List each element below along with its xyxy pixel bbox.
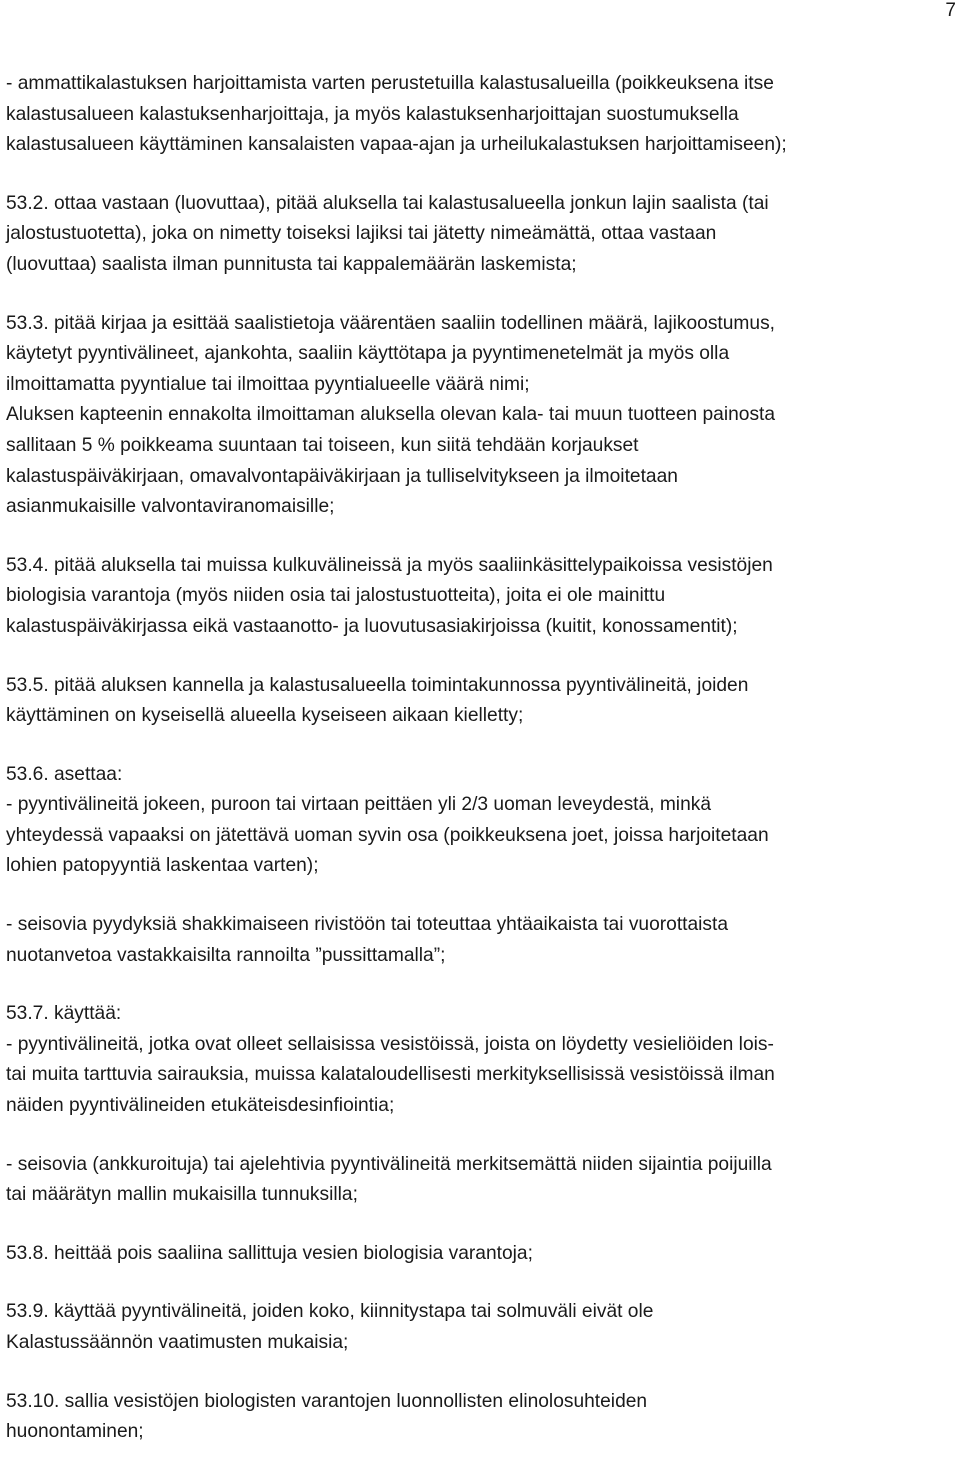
- text-line: tai muita tarttuvia sairauksia, muissa kalataloudellisesti merkityksellisissä vesistöissä ilman: [6, 1064, 775, 1086]
- text-line: sallitaan 5 % poikkeama suuntaan tai toiseen, kun siitä tehdään korjaukset: [6, 434, 639, 456]
- text-line: Aluksen kapteenin ennakolta ilmoittaman aluksella olevan kala- tai muun tuotteen painosta: [6, 404, 776, 426]
- text-line: 53.9. käyttää pyyntivälineitä, joiden koko, kiinnitystapa tai solmuväli eivät ole: [6, 1301, 654, 1323]
- text-line: jalostustuotetta), joka on nimetty toiseksi lajiksi tai jätetty nimeämättä, ottaa vastaan: [6, 223, 717, 245]
- text-line: asianmukaisille valvontaviranomaisille;: [6, 496, 335, 518]
- text-line: 53.2. ottaa vastaan (luovuttaa), pitää aluksella tai kalastusalueella jonkun lajin saalista (tai: [6, 192, 769, 214]
- text-line: - pyyntivälineitä jokeen, puroon tai virtaan peittäen yli 2/3 uoman leveydestä, minkä: [6, 794, 712, 816]
- text-line: 53.5. pitää aluksen kannella ja kalastusalueella toimintakunnossa pyyntivälineitä, joiden: [6, 674, 749, 696]
- text-line: 53.7. käyttää:: [6, 1003, 122, 1025]
- text-line: 53.10. sallia vesistöjen biologisten varantojen luonnollisten elinolosuhteiden: [6, 1390, 648, 1412]
- paragraph-53-6: [6, 760, 954, 882]
- page-number: 7: [945, 0, 956, 21]
- text-line: ilmoittamatta pyyntialue tai ilmoittaa pyyntialueelle väärä nimi;: [6, 373, 530, 395]
- text-line: kalastusalueen kalastuksenharjoittaja, ja myös kalastuksenharjoittajan suostumuksella: [6, 103, 739, 125]
- text-line: - ammattikalastuksen harjoittamista varten perustetuilla kalastusalueilla (poikkeuksena itse: [6, 73, 774, 94]
- paragraph-53-6-b: [6, 910, 954, 971]
- paragraph-53-3: [6, 309, 954, 523]
- text-line: (luovuttaa) saalista ilman punnitusta tai kappalemäärän laskemista;: [6, 253, 577, 275]
- paragraph-53-4: [6, 551, 954, 643]
- paragraph-53-8: [6, 1239, 954, 1270]
- text-line: - seisovia (ankkuroituja) tai ajelehtivia pyyntivälineitä merkitsemättä niiden sijaintia poijuilla: [6, 1153, 772, 1175]
- paragraph-53-7-b: [6, 1150, 954, 1211]
- text-line: 53.6. asettaa:: [6, 763, 123, 785]
- text-line: kalastusalueen käyttäminen kansalaisten vapaa-ajan ja urheilukalastuksen harjoittamiseen);: [6, 134, 787, 156]
- text-line: 53.4. pitää aluksella tai muissa kulkuvälineissä ja myös saaliinkäsittelypaikoissa vesistöjen: [6, 554, 773, 576]
- text-line: biologisia varantoja (myös niiden osia tai jalostustuotteita), joita ei ole mainittu: [6, 585, 666, 607]
- text-line: kalastuspäiväkirjassa eikä vastaanotto- ja luovutusasiakirjoissa (kuitit, konossamentit);: [6, 615, 738, 637]
- text-line: lohien patopyyntiä laskentaa varten);: [6, 855, 319, 877]
- paragraph-intro: [6, 69, 954, 161]
- text-line: näiden pyyntivälineiden etukäteisdesinfiointia;: [6, 1095, 395, 1117]
- paragraph-53-10: [6, 1387, 954, 1448]
- text-line: käytetyt pyyntivälineet, ajankohta, saaliin käyttötapa ja pyyntimenetelmät ja myös olla: [6, 343, 730, 365]
- text-line: huonontaminen;: [6, 1421, 144, 1443]
- text-line: - seisovia pyydyksiä shakkimaiseen rivistöön tai toteuttaa yhtäaikaista tai vuorottaista: [6, 914, 729, 936]
- text-line: nuotanvetoa vastakkaisilta rannoilta ”pussittamalla”;: [6, 944, 446, 966]
- text-line: tai määrätyn mallin mukaisilla tunnuksilla;: [6, 1184, 358, 1206]
- text-line: käyttäminen on kyseisellä alueella kyseiseen aikaan kielletty;: [6, 705, 524, 727]
- text-line: 53.3. pitää kirjaa ja esittää saalistietoja väärentäen saaliin todellinen määrä, lajikoostumus,: [6, 312, 776, 334]
- text-line: kalastuspäiväkirjaan, omavalvontapäiväkirjaan ja tulliselvitykseen ja ilmoitetaan: [6, 465, 678, 487]
- text-line: Kalastussäännön vaatimusten mukaisia;: [6, 1332, 349, 1353]
- paragraph-53-7: [6, 999, 954, 1121]
- text-line: yhteydessä vapaaksi on jätettävä uoman syvin osa (poikkeuksena joet, joissa harjoitetaan: [6, 824, 769, 846]
- paragraph-53-9: [6, 1297, 954, 1358]
- document-body: [6, 69, 954, 1448]
- text-line: 53.8. heittää pois saaliina sallittuja vesien biologisia varantoja;: [6, 1242, 533, 1264]
- paragraph-53-5: [6, 671, 954, 732]
- paragraph-53-2: [6, 189, 954, 281]
- text-line: - pyyntivälineitä, jotka ovat olleet sellaisissa vesistöissä, joista on löydetty vesieliöiden lois-: [6, 1033, 774, 1055]
